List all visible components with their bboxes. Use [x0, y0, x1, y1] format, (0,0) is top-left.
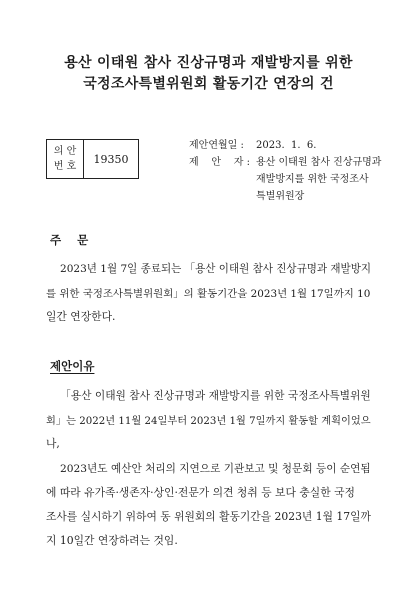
- proposer-line-2: 재발방지를 위한 국정조사: [256, 174, 369, 185]
- reason-line-4: 2023년도 예산안 처리의 지연으로 기관보고 및 청문회 등이 순연됨: [60, 462, 371, 475]
- proposal-date-label: 제안연월일 :: [189, 140, 244, 151]
- reason-line-2: 회」는 2022년 11월 24일부터 2023년 1월 7일까지 활동할 계획이었으: [46, 416, 371, 427]
- document-title-line-2: 국정조사특별위원회 활동기간 연장의 건: [83, 76, 334, 92]
- reason-line-1: 「용산 이태원 참사 진상규명과 재발방지를 위한 국정조사특별위원: [60, 389, 371, 402]
- reason-line-7: 지 10일간 연장하려는 것임.: [46, 534, 178, 547]
- reason-line-6: 조사를 실시하기 위하여 동 위원회의 활동기간을 2023년 1월 17일까: [46, 510, 371, 523]
- proposer-label: 제 안 자 :: [189, 157, 250, 168]
- order-line-2: 를 위한 국정조사특별위원회」의 활동기간을 2023년 1월 17일까지 10: [46, 288, 371, 300]
- order-heading: 주 문: [50, 233, 89, 247]
- bill-number-box: [46, 139, 139, 179]
- proposer-line-1: 용산 이태원 참사 진상규명과: [256, 157, 382, 168]
- bill-number-value: 19350: [84, 140, 139, 179]
- order-line-3: 일간 연장한다.: [46, 310, 116, 323]
- proposal-date-value: 2023. 1. 6.: [256, 140, 317, 151]
- proposer-line-3: 특별위원장: [256, 191, 305, 202]
- reason-heading: 제안이유: [50, 359, 95, 373]
- document-title-line-1: 용산 이태원 참사 진상규명과 재발방지를 위한: [64, 55, 353, 71]
- reason-line-3: 나,: [46, 437, 60, 450]
- reason-line-5: 에 따라 유가족·생존자·상인·전문가 의견 청취 등 보다 충실한 국정: [46, 486, 355, 499]
- order-line-1: 2023년 1월 7일 종료되는 「용산 이태원 참사 진상규명과 재발방지: [60, 263, 372, 275]
- bill-number-label: 의 안 번 호: [47, 140, 84, 179]
